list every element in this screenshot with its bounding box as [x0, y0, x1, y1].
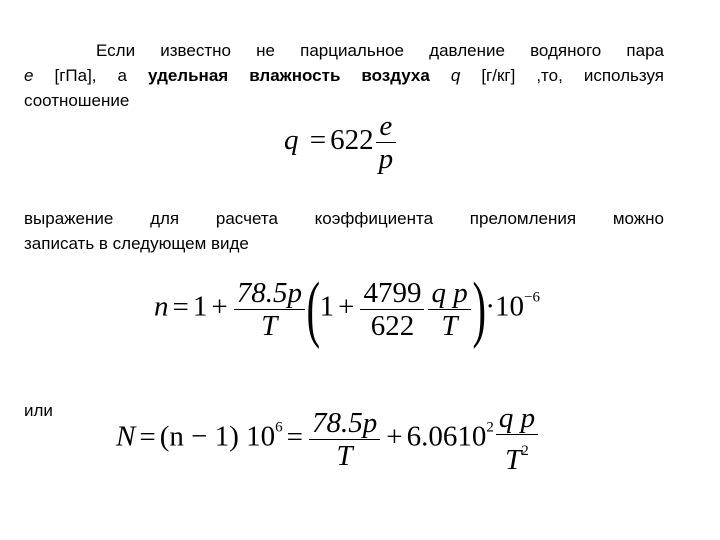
- f2-frac3: [428, 277, 470, 342]
- f2-frac1-den: T: [261, 309, 278, 342]
- f2-frac2: [360, 277, 424, 342]
- intro-line-1: Если известно не парциальное давление водяного пара: [96, 41, 664, 60]
- f3-frac2: [496, 402, 538, 476]
- f3-eq2: =: [286, 420, 303, 453]
- f2-frac3-den: T: [441, 309, 458, 342]
- formula-refractivity: [116, 402, 540, 476]
- f3-frac2-den-exp: 2: [521, 443, 529, 459]
- f3-frac1-num: 78.5p: [309, 407, 380, 440]
- f2-frac2-den: 622: [370, 309, 415, 342]
- f2-frac2-num: 4799: [360, 277, 424, 310]
- f3-frac1-den: T: [336, 439, 353, 472]
- f1-lhs: q: [284, 124, 299, 157]
- bold-term: удельная влажность воздуха: [148, 66, 430, 85]
- f2-lparen: (: [306, 268, 321, 350]
- f3-base2: 10: [457, 420, 487, 453]
- formula-refraction: [154, 268, 541, 350]
- f2-frac1-num: 78.5p: [234, 277, 305, 310]
- f3-exp: 6: [275, 419, 283, 436]
- f2-frac3-num: q p: [428, 277, 470, 310]
- or-text: или: [24, 401, 53, 420]
- f3-paren-expr: (n − 1): [159, 420, 239, 453]
- f3-frac2-den-wrap: [496, 435, 538, 476]
- f2-plus-inner: +: [338, 290, 355, 323]
- f2-lhs: n: [154, 290, 169, 323]
- f2-rparen: ): [472, 268, 486, 350]
- f2-mult: ·10: [485, 290, 525, 323]
- f2-one-inner: 1: [319, 290, 335, 323]
- var-q: q: [450, 66, 461, 85]
- unit-q-rest: [г/кг] ,то, используя: [481, 66, 664, 85]
- f1-num: e: [376, 110, 397, 143]
- f2-frac1: [234, 277, 305, 342]
- f1-coef: 622: [330, 124, 374, 157]
- f1-den: p: [378, 143, 394, 175]
- f3-exp2: 2: [486, 419, 494, 436]
- formula-specific-humidity: [284, 110, 398, 175]
- f1-eq: =: [309, 124, 327, 157]
- f1-fraction: [376, 110, 397, 175]
- f3-base: 10: [246, 420, 276, 453]
- refraction-line-1: выражение для расчета коэффициента преломления можно: [24, 209, 664, 228]
- f3-lhs: N: [116, 420, 136, 453]
- f2-plus: +: [211, 290, 228, 323]
- conj-a: а: [117, 66, 128, 85]
- paragraph-refraction: [24, 206, 664, 256]
- paragraph-intro: [24, 38, 664, 113]
- f2-eq: =: [172, 290, 189, 323]
- f3-coef: 6.06: [406, 420, 458, 453]
- intro-line-3: соотношение: [24, 91, 130, 110]
- unit-e: [гПа],: [54, 66, 97, 85]
- var-e: e: [24, 66, 34, 85]
- f2-exp: −6: [524, 289, 541, 306]
- f3-eq1: =: [139, 420, 156, 453]
- f3-frac2-den: T: [505, 444, 522, 476]
- refraction-line-2: записать в следующем виде: [24, 234, 249, 253]
- f3-frac1: [309, 407, 380, 472]
- f3-plus: +: [386, 420, 403, 453]
- f2-one: 1: [192, 290, 208, 323]
- f3-frac2-num: q p: [496, 402, 538, 435]
- intro-line-2: [24, 63, 664, 88]
